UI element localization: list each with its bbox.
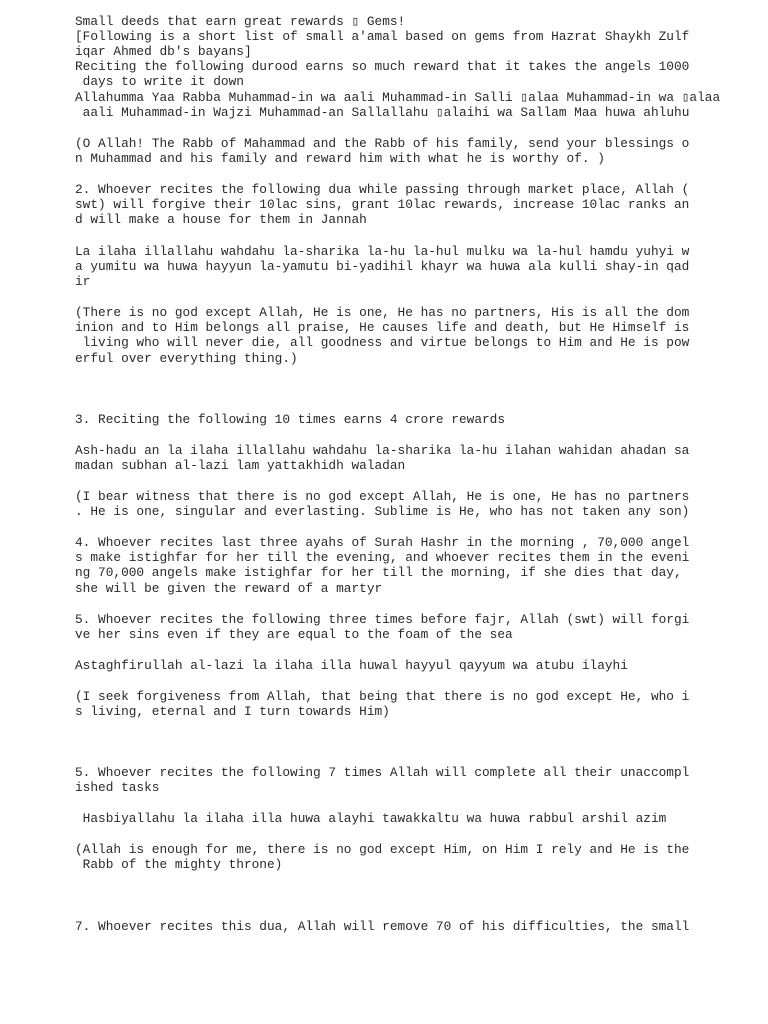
doc-line: La ilaha illallahu wahdahu la-sharika la-hu la-hul mulku wa la-hul hamdu yuhyi w [75,244,690,259]
doc-line: 5. Whoever recites the following 7 times Allah will complete all their unaccompl [75,765,690,780]
doc-line: ng 70,000 angels make istighfar for her till the morning, if she dies that day, [75,565,682,580]
doc-line: Rabb of the mighty throne) [75,857,283,872]
doc-line: d will make a house for them in Jannah [75,212,367,227]
doc-line: 5. Whoever recites the following three times before fajr, Allah (swt) will forgi [75,612,690,627]
doc-line: 4. Whoever recites last three ayahs of Surah Hashr in the morning , 70,000 angel [75,535,690,550]
doc-line: ve her sins even if they are equal to the foam of the sea [75,627,513,642]
doc-line: aali Muhammad-in Wajzi Muhammad-an Sallallahu ▯alaihi wa Sallam Maa huwa ahluhu [75,105,690,120]
doc-line: . He is one, singular and everlasting. Sublime is He, who has not taken any son) [75,504,690,519]
doc-line: living who will never die, all goodness and virtue belongs to Him and He is pow [75,335,690,350]
doc-line: (I bear witness that there is no god except Allah, He is one, He has no partners [75,489,690,504]
doc-line: Small deeds that earn great rewards ▯ Gems! [75,14,406,29]
doc-line: a yumitu wa huwa hayyun la-yamutu bi-yadihil khayr wa huwa ala kulli shay-in qad [75,259,690,274]
doc-line: ished tasks [75,780,160,795]
doc-line: (I seek forgiveness from Allah, that being that there is no god except He, who i [75,689,690,704]
doc-line: iqar Ahmed db's bayans] [75,44,252,59]
doc-line: (Allah is enough for me, there is no god except Him, on Him I rely and He is the [75,842,690,857]
doc-line: Ash-hadu an la ilaha illallahu wahdahu la-sharika la-hu ilahan wahidan ahadan sa [75,443,690,458]
doc-line: swt) will forgive their 10lac sins, grant 10lac rewards, increase 10lac ranks an [75,197,690,212]
doc-line: Hasbiyallahu la ilaha illa huwa alayhi tawakkaltu wa huwa rabbul arshil azim [75,811,667,826]
doc-line: Allahumma Yaa Rabba Muhammad-in wa aali Muhammad-in Salli ▯alaa Muhammad-in wa ▯alaa [75,90,721,105]
doc-line: erful over everything thing.) [75,351,298,366]
doc-line: s living, eternal and I turn towards Him) [75,704,390,719]
doc-line: Astaghfirullah al-lazi la ilaha illa huwal hayyul qayyum wa atubu ilayhi [75,658,628,673]
doc-line: (O Allah! The Rabb of Mahammad and the Rabb of his family, send your blessings o [75,136,690,151]
doc-line: 3. Reciting the following 10 times earns 4 crore rewards [75,412,506,427]
doc-line: she will be given the reward of a martyr [75,581,383,596]
doc-line: Reciting the following durood earns so much reward that it takes the angels 1000 [75,59,690,74]
doc-line: (There is no god except Allah, He is one, He has no partners, His is all the dom [75,305,690,320]
doc-line: inion and to Him belongs all praise, He causes life and death, but He Himself is [75,320,690,335]
doc-line: 7. Whoever recites this dua, Allah will remove 70 of his difficulties, the small [75,919,690,934]
doc-line: madan subhan al-lazi lam yattakhidh waladan [75,458,406,473]
doc-line: 2. Whoever recites the following dua while passing through market place, Allah ( [75,182,690,197]
doc-line: ir [75,274,91,289]
doc-line: [Following is a short list of small a'amal based on gems from Hazrat Shaykh Zulf [75,29,690,44]
doc-line: s make istighfar for her till the evening, and whoever recites them in the eveni [75,550,690,565]
doc-line: n Muhammad and his family and reward him with what he is worthy of. ) [75,151,605,166]
doc-line: days to write it down [75,74,244,89]
